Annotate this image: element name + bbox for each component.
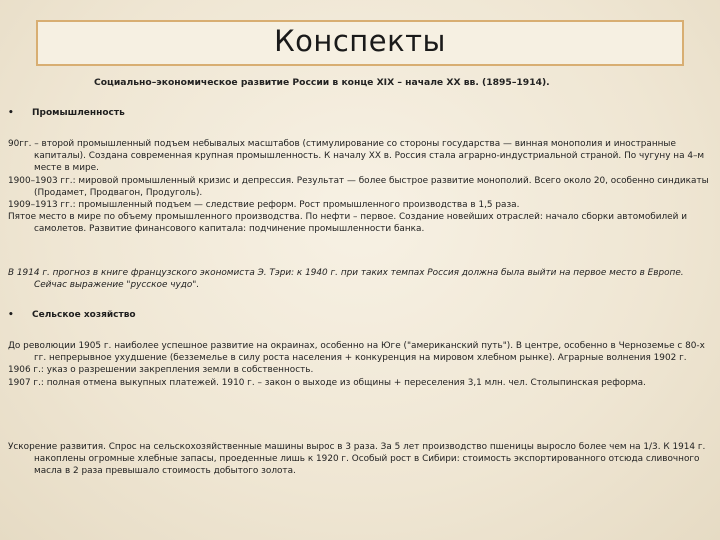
- agriculture-paragraph: До революции 1905 г. наиболее успешное развитие на окраинах, особенно на Юге ("американский путь"). В центре, особенно в Черноземье с 80-х гг. непрерывное ухудшение (безземелье в силу роста населения + конкуренция на мировом хлебном рынке). Аграрные волнения 1902 г.: [8, 341, 705, 364]
- acceleration-paragraph: Ускорение развития. Спрос на сельскохозяйственные машины вырос в 3 раза. За 5 лет производство пшеницы выросло более чем на 1/3. К 1914 г. накоплены огромные хлебные запасы, проеденные лишь к 1920 г. Особый рост в Сибири: стоимость экспортированного отсюда сливочного масла в 2 раза превышало стоимость добытого золота.: [8, 442, 706, 477]
- forecast-text: [8, 267, 712, 291]
- industry-paragraph: 1900–1903 гг.: мировой промышленный кризис и депрессия. Результат — более быстрое развитие монополий. Всего около 20, особенно синдикаты (Продамет, Продвагон, Продуголь).: [8, 175, 709, 198]
- industry-paragraph: 1909–1913 гг.: промышленный подъем — следствие реформ. Рост промышленного производства в 1,5 раза.: [8, 200, 520, 211]
- title-box: [36, 20, 684, 66]
- agriculture-paragraph: 1907 г.: полная отмена выкупных платежей. 1910 г. – закон о выходе из общины + переселения 3,1 млн. чел. Столыпинская реформа.: [8, 377, 646, 388]
- section2-heading: Сельское хозяйство: [32, 310, 136, 320]
- forecast-paragraph: В 1914 г. прогноз в книге французского экономиста Э. Тэри: к 1940 г. при таких темпах Россия должна была выйти на первое место в Европе. Сейчас выражение "русское чудо".: [8, 268, 684, 291]
- industry-text: [8, 138, 712, 236]
- section-heading-agriculture: [8, 310, 136, 320]
- page-title: Конспекты: [274, 24, 446, 58]
- industry-paragraph: Пятое место в мире по объему промышленного производства. По нефти – первое. Создание новейших отраслей: начало сборки автомобилей и самолетов. Развитие финансового капитала: подчинение промышленности банка.: [8, 212, 687, 235]
- agriculture-paragraph: 1906 г.: указ о разрешении закрепления земли в собственность.: [8, 365, 314, 376]
- agriculture-text: [8, 340, 712, 389]
- bullet-icon: •: [8, 310, 14, 320]
- acceleration-text: [8, 441, 712, 478]
- bullet-icon: •: [8, 108, 14, 118]
- industry-paragraph: 90гг. – второй промышленный подъем небывалых масштабов (стимулирование со стороны государства — винная монополия и иностранные капиталы). Создана современная крупная промышленность. К началу XX в. Россия стала аграрно-индустриальной страной. По чугуну на 4–м месте в мире.: [8, 139, 705, 174]
- section-heading-industry: [8, 108, 125, 118]
- section1-heading: Промышленность: [32, 108, 125, 118]
- subtitle: Социально–экономическое развитие России в конце XIX – начале XX вв. (1895–1914).: [94, 77, 550, 88]
